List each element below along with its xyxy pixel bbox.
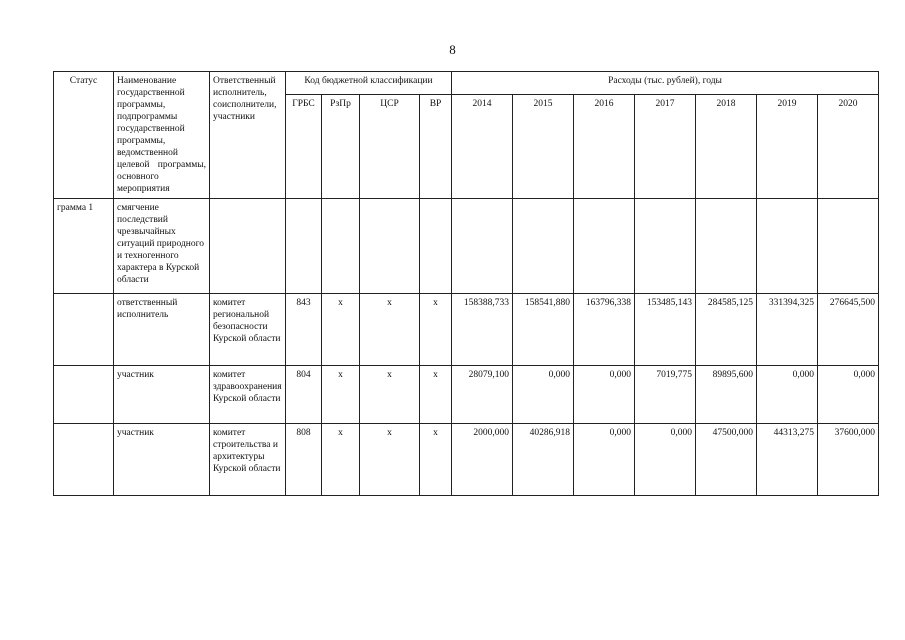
row-rzpr: х	[322, 366, 360, 424]
row-grbs: 843	[286, 294, 322, 366]
row-value-2017	[635, 199, 696, 294]
header-grbs: ГРБС	[286, 94, 322, 198]
row-value-2019: 44313,275	[757, 424, 818, 496]
row-rzpr: х	[322, 294, 360, 366]
row-value-2020: 0,000	[818, 366, 879, 424]
header-rzpr: РзПр	[322, 94, 360, 198]
row-grbs	[286, 199, 322, 294]
header-year-2016: 2016	[574, 94, 635, 198]
row-value-2016	[574, 199, 635, 294]
row-status: грамма 1	[54, 199, 114, 294]
row-name: участник	[114, 366, 210, 424]
row-status	[54, 294, 114, 366]
header-expenses: Расходы (тыс. рублей), годы	[452, 72, 879, 95]
row-value-2014	[452, 199, 513, 294]
row-name: ответственный исполнитель	[114, 294, 210, 366]
row-vr	[420, 199, 452, 294]
table-row	[54, 199, 879, 294]
header-row-1	[54, 72, 879, 95]
page-number: 8	[449, 42, 456, 57]
row-value-2016: 0,000	[574, 424, 635, 496]
row-status	[54, 424, 114, 496]
row-executor: комитет строительства и архитектуры Курской области	[210, 424, 286, 496]
row-value-2017: 0,000	[635, 424, 696, 496]
row-value-2019: 0,000	[757, 366, 818, 424]
header-vr: ВР	[420, 94, 452, 198]
row-value-2016: 163796,338	[574, 294, 635, 366]
row-executor: комитет региональной безопасности Курской области	[210, 294, 286, 366]
row-grbs: 804	[286, 366, 322, 424]
row-csr: х	[360, 294, 420, 366]
row-value-2018: 89895,600	[696, 366, 757, 424]
header-budget-code: Код бюджетной классификации	[286, 72, 452, 95]
row-value-2017: 153485,143	[635, 294, 696, 366]
row-value-2017: 7019,775	[635, 366, 696, 424]
row-rzpr	[322, 199, 360, 294]
row-csr: х	[360, 366, 420, 424]
row-name: участник	[114, 424, 210, 496]
header-name: Наименование государственной программы, подпрограммы государственной программы, ведомственной целевой программы, основного мероприятия	[114, 72, 210, 199]
table-row	[54, 366, 879, 424]
row-value-2014: 158388,733	[452, 294, 513, 366]
row-executor: комитет здравоохранения Курской области	[210, 366, 286, 424]
row-vr: х	[420, 294, 452, 366]
row-name: смягчение последствий чрезвычайных ситуаций природного и техногенного характера в Курской области	[114, 199, 210, 294]
row-grbs: 808	[286, 424, 322, 496]
table-row	[54, 424, 879, 496]
budget-table	[53, 71, 879, 496]
row-rzpr: х	[322, 424, 360, 496]
table-row	[54, 294, 879, 366]
header-year-2020: 2020	[818, 94, 879, 198]
row-csr	[360, 199, 420, 294]
row-value-2020: 37600,000	[818, 424, 879, 496]
row-value-2020: 276645,500	[818, 294, 879, 366]
row-vr: х	[420, 424, 452, 496]
row-status	[54, 366, 114, 424]
row-executor	[210, 199, 286, 294]
header-csr: ЦСР	[360, 94, 420, 198]
row-value-2019: 331394,325	[757, 294, 818, 366]
row-value-2018: 284585,125	[696, 294, 757, 366]
row-value-2015	[513, 199, 574, 294]
row-value-2014: 28079,100	[452, 366, 513, 424]
header-year-2014: 2014	[452, 94, 513, 198]
header-year-2017: 2017	[635, 94, 696, 198]
header-year-2018: 2018	[696, 94, 757, 198]
row-value-2015: 40286,918	[513, 424, 574, 496]
row-value-2020	[818, 199, 879, 294]
row-value-2016: 0,000	[574, 366, 635, 424]
row-csr: х	[360, 424, 420, 496]
row-value-2014: 2000,000	[452, 424, 513, 496]
row-value-2018: 47500,000	[696, 424, 757, 496]
header-executor: Ответственный исполнитель, соисполнители, участники	[210, 72, 286, 199]
header-year-2019: 2019	[757, 94, 818, 198]
row-value-2015: 0,000	[513, 366, 574, 424]
row-value-2015: 158541,880	[513, 294, 574, 366]
header-status: Статус	[54, 72, 114, 199]
row-value-2019	[757, 199, 818, 294]
header-year-2015: 2015	[513, 94, 574, 198]
row-vr: х	[420, 366, 452, 424]
row-value-2018	[696, 199, 757, 294]
